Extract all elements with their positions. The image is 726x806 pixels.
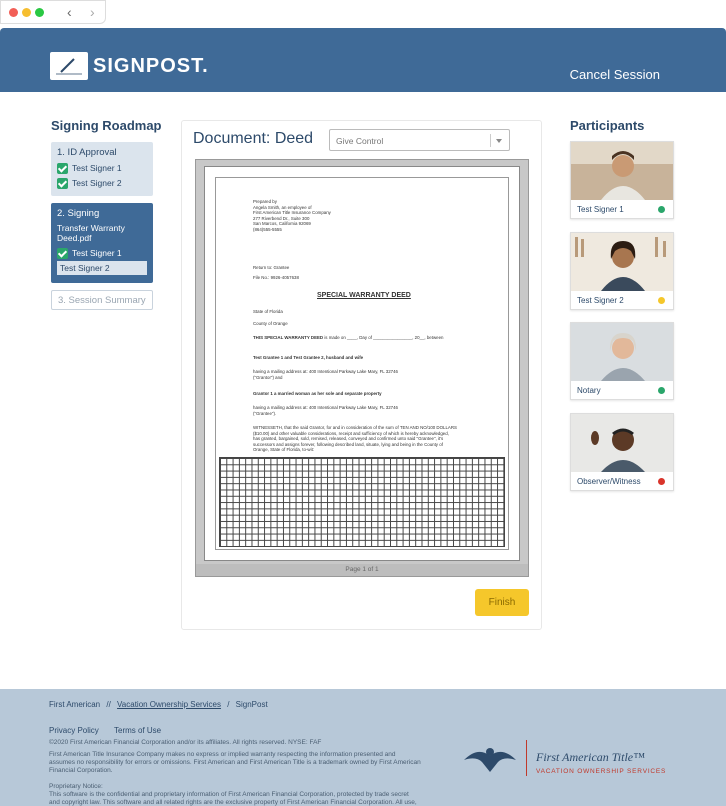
minimize-window-icon[interactable] bbox=[22, 8, 31, 17]
browser-chrome bbox=[0, 0, 106, 24]
participant-card[interactable] bbox=[570, 413, 674, 491]
step-title: 1. ID Approval bbox=[57, 147, 117, 158]
logo-text: SIGNPOST. bbox=[93, 55, 209, 77]
step-signing[interactable] bbox=[51, 203, 153, 283]
status-dot bbox=[658, 478, 665, 485]
check-icon bbox=[57, 178, 68, 189]
status-dot bbox=[658, 206, 665, 213]
eagle-logo-icon bbox=[460, 738, 520, 776]
check-icon bbox=[57, 163, 68, 174]
participant-card[interactable] bbox=[570, 141, 674, 219]
forward-arrow-icon[interactable]: › bbox=[90, 4, 95, 20]
brand-subtitle: VACATION OWNERSHIP SERVICES bbox=[536, 768, 667, 775]
participant-name: Notary bbox=[577, 386, 601, 395]
proprietary-notice: Proprietary Notice: This software is the confidential and proprietary information of First American Financial Corporation, protected by trade secret and copyright law. This software and all related rights are the exclusive property of First American Financial Corporation. All use, bbox=[49, 783, 417, 806]
page-indicator: Page 1 of 1 bbox=[196, 564, 528, 576]
signature-grid bbox=[219, 457, 505, 547]
participant-video bbox=[571, 142, 673, 200]
witness-paragraph: WITNESSETH, that the said Grantor, for and in consideration of the sum of TEN AND NO/100 DOLLARS ($10.00) and other valuable considerations, receipt and sufficiency of which is hereby acknowledged, has granted, bargained, sold, remised, released, conveyed and confirmed unto said "Grantee", it's successors and assigns forever, following described land, situate, lying and being in the County of Orange, State of Florida, to-wit: bbox=[253, 425, 457, 452]
document-page bbox=[204, 166, 520, 561]
document-title: Document: Deed bbox=[193, 130, 314, 147]
close-window-icon[interactable] bbox=[9, 8, 18, 17]
breadcrumb-first-american[interactable]: First American bbox=[49, 700, 101, 709]
step-title: 3. Session Summary bbox=[58, 295, 146, 306]
deed-intro: THIS SPECIAL WARRANTY DEED is made on ____, Day of ________________, 20__, between bbox=[253, 335, 444, 340]
participant-name: Test Signer 1 bbox=[577, 205, 624, 214]
breadcrumb-signpost: SignPost bbox=[235, 700, 268, 709]
status-dot bbox=[658, 387, 665, 394]
step-signer: Test Signer 1 bbox=[57, 246, 147, 260]
file-no: File No.: 9926-4057638 bbox=[253, 275, 299, 280]
maximize-window-icon[interactable] bbox=[35, 8, 44, 17]
copyright: ©2020 First American Financial Corporation and/or its affiliates. All rights reserved. NYSE: FAF bbox=[49, 739, 322, 746]
signpost-logo-mark bbox=[50, 52, 88, 80]
participant-name: Test Signer 2 bbox=[577, 296, 624, 305]
grantee-label: ("Grantee"). bbox=[253, 411, 277, 416]
chevron-down-icon bbox=[496, 139, 502, 143]
participant-video bbox=[571, 323, 673, 381]
deed-state: State of Florida bbox=[253, 309, 283, 314]
prepared-by: Prepared by Angela Smith, an employee of First American Title Insurance Company 277 Riverbend Dr., Suite 300 San Marcos, California 92069 (864)555-5555 bbox=[253, 199, 331, 232]
status-dot bbox=[658, 297, 665, 304]
give-control-select[interactable]: Give Control bbox=[329, 129, 510, 151]
step-file-name: Transfer Warranty Deed.pdf bbox=[57, 223, 125, 243]
step-signer: Test Signer 1 bbox=[57, 161, 147, 175]
terms-of-use-link[interactable]: Terms of Use bbox=[114, 726, 162, 735]
avatar bbox=[571, 414, 673, 472]
return-to: Return to: Grantee bbox=[253, 265, 290, 270]
cancel-session-button[interactable]: Cancel Session bbox=[569, 67, 660, 82]
grantor-line: Grantor 1 a married woman as her sole and separate property bbox=[253, 391, 382, 396]
participant-card[interactable] bbox=[570, 232, 674, 310]
back-arrow-icon[interactable]: ‹ bbox=[67, 4, 72, 20]
participants-title: Participants bbox=[570, 118, 645, 133]
step-session-summary[interactable] bbox=[51, 290, 153, 310]
step-signer: Test Signer 2 bbox=[57, 176, 147, 190]
brand-name: First American Title™ bbox=[536, 750, 645, 764]
avatar bbox=[571, 142, 673, 200]
deed-county: County of Orange bbox=[253, 321, 288, 326]
grantee-line: Test Grantee 1 and Test Grantee 2, husband and wife bbox=[253, 355, 364, 360]
participant-video bbox=[571, 233, 673, 291]
breadcrumb: First American // Vacation Ownership Services / SignPost bbox=[49, 700, 268, 709]
avatar bbox=[571, 323, 673, 381]
grantor-label: ("Grantor") and bbox=[253, 375, 283, 380]
address-1: having a mailing address at: 400 Intentional Parkway Lake Mary, FL 32746 bbox=[253, 369, 398, 374]
document-viewer[interactable] bbox=[195, 159, 529, 577]
disclaimer: First American Title Insurance Company makes no express or implied warranty respecting the information presented and assumes no responsibility for errors or omissions. First American and First American Title is a trademark owned by First American Financial Corporation. bbox=[49, 751, 421, 774]
participant-video bbox=[571, 414, 673, 472]
participant-card[interactable] bbox=[570, 322, 674, 400]
breadcrumb-vos[interactable]: Vacation Ownership Services bbox=[117, 700, 221, 709]
participant-name: Observer/Witness bbox=[577, 477, 641, 486]
privacy-policy-link[interactable]: Privacy Policy bbox=[49, 726, 99, 735]
check-icon bbox=[57, 248, 68, 259]
address-2: having a mailing address at: 400 Intentional Parkway Lake Mary, FL 32746 bbox=[253, 405, 398, 410]
roadmap-title: Signing Roadmap bbox=[51, 118, 162, 133]
step-title: 2. Signing bbox=[57, 208, 100, 219]
step-id-approval[interactable] bbox=[51, 142, 153, 196]
finish-button[interactable]: Finish bbox=[475, 589, 529, 616]
deed-heading: SPECIAL WARRANTY DEED bbox=[317, 292, 411, 299]
step-signer-active[interactable]: Test Signer 2 bbox=[57, 261, 147, 275]
avatar bbox=[571, 233, 673, 291]
pen-icon bbox=[50, 52, 88, 80]
app-header bbox=[0, 28, 726, 92]
